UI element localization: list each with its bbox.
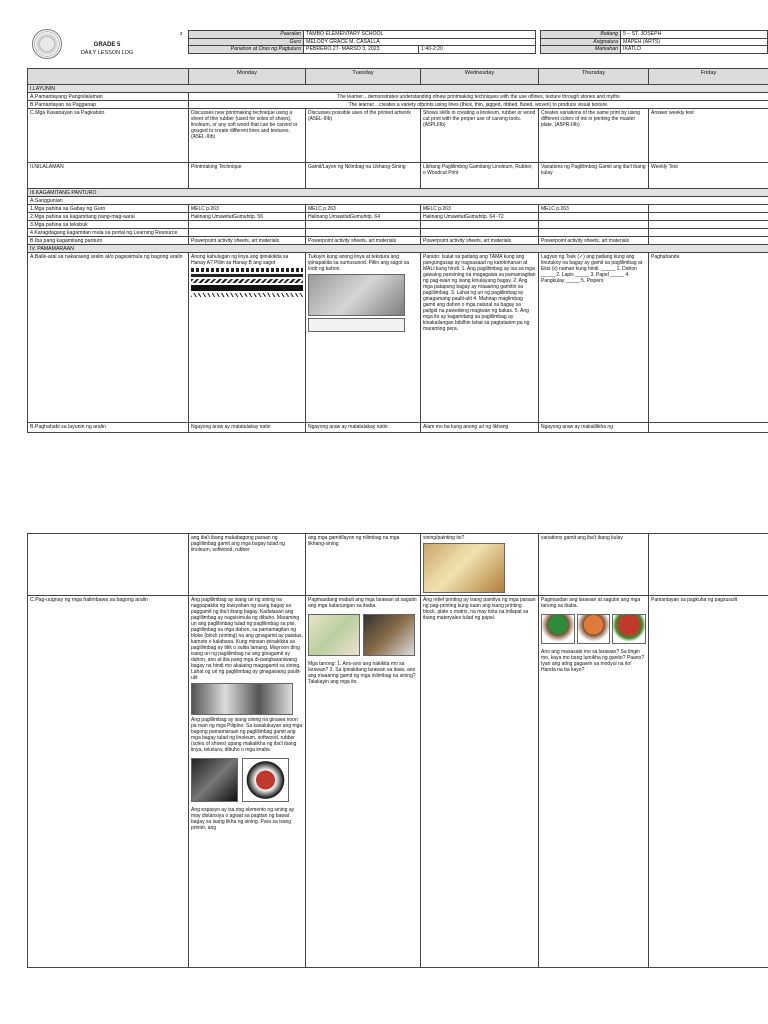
woodcut-picture <box>242 758 289 802</box>
tree-print-picture <box>541 614 575 644</box>
section-pamamaraan: IV. PAMAMARAAN <box>28 245 768 253</box>
header-school-table: Paaralan TAMBO ELEMENTARY SCHOOL Guro MELODY GRACE M. CASALLA Panahon at Oras ng Pagtuturo PEBRERO 27- MARSO 3, 2023 1:40-2:20 <box>188 30 536 54</box>
section-layunin: I.LAYUNIN <box>28 85 768 93</box>
content-thu: Variations ng Paglilimbog Gamit ang iba't ibang kulay <box>539 163 649 189</box>
competency-wed: Shows skills in creating a linoleum, rubber or wood cut print with the proper use of carving tools. (A5PLIIIb) <box>421 109 539 163</box>
grade-section: 5 – ST. JOSEPH <box>621 31 768 39</box>
floral-print-picture <box>308 614 360 656</box>
tree-print-picture-3 <box>612 614 646 644</box>
cont-wed: sining/painting ito? <box>421 534 539 596</box>
teacher-name: MELODY GRACE M. CASALLA <box>304 38 536 46</box>
tree-print-picture-2 <box>577 614 611 644</box>
day-tuesday: Tuesday <box>306 69 421 85</box>
cont-thu: variations gamit ang iba't ibang kulay <box>539 534 649 596</box>
day-monday: Monday <box>189 69 306 85</box>
answer-lines <box>308 318 405 332</box>
school-name: TAMBO ELEMENTARY SCHOOL <box>304 31 536 39</box>
section-kagamitan: III.KAGAMITANG PANTURO <box>28 189 768 197</box>
log-title: DAILY LESSON LOG <box>80 50 134 56</box>
linocut-picture <box>191 758 238 802</box>
competency-tue: Discusses possible uses of the printed artwork (A5EL-IIIb) <box>306 109 421 163</box>
competency-mon: Discusses new printmaking technique using a sheet of thin rubber (used for soles of shoes), linoleum, or any soft wood that can be carved or gouged to create different lines and textures. (A5EL-IIIb) <box>189 109 306 163</box>
competency-fri: Answer weekly test <box>649 109 768 163</box>
connect-mon: Ang paglilimbag ay isang uri ng sining na nagpapakita ng kaisyahan ng isang bagay sa paggamit ng iba't ibang bagay. Kadalasan ang paglilimbag ay nagsisimula ng dibuho. Maraming uri ang paglilimbag tulad ng paglilimbag sa pisi, paglilimbag sa mga dahon, sa pamamagitan ng bloke (block printing) na ang ginagamit ay patatas, kamote o kalabasa. Kung minsan ipinakikita sa paglilimbag ay titik o salita lamang. Mayroon ding isang uri ng paglilimbag na ang ginagamit ay dahon, ano at iba pang mga di-pangkaraniwang bagay na hindi mo akalaing magagamit sa sining. Lahat ng uri ng paglilimbag ay ginagawang paulit-ulit Ang paglilimbag ay isang sining na ginawa noon pa man ng mga Pilipino. Sa kasalukuyan ang mga bagong pamamaraan ng paglilimbag gamit ang mga bagay tulad ng linoleum, softwood, rubber (soles of shoes) upang makalikha ng iba't ibang linya, tekstura, dibuho o mga imahe. Ang espasyo ay isa ring elemento ng sining ay may distansiya o agwat sa pagitan ng bawat bagay sa isang likha ng sining. Para sa isang printer, ang <box>189 596 306 968</box>
date-range: PEBRERO 27- MARSO 3, 2023 <box>304 46 419 54</box>
lesson-table-page2: ang iba't ibang makabagong paraan ng paglilimbag gamit ang mga bagay tulad ng linoleum, softwood, rubber ang mga gamit/layon ng nilimbag na mga likhang-sining sining/painting ito? variations gamit ang iba't ibang kulay C.Pag-uugnay ng mga halimbawa sa bagong aralin Ang paglilimbag ay isang uri ng sining na nagpapakita ng kaisyahan ng isang bagay sa paggamit ng iba't ibang bagay. Kadalasan ang paglilimbag ay nagsisimula ng dibuho. Maraming uri ang paglilimbag tulad ng paglilimbag sa pisi, paglilimbag sa mga dahon, sa pamamagitan ng bloke (block printing) na ang ginagamit ay patatas, kamote o kalabasa. Kung minsan ipinakikita sa paglilimbag ay titik o salita lamang. Mayroon ding isang uri ng paglilimbag na ang ginagamit ay dahon, ano at iba pang mga di-pangkaraniwang bagay na hindi mo akalaing magagamit sa sining. Lahat ng uri ng paglilimbag ay ginagawang paulit-ulit Ang paglilimbag ay isang sining na ginawa noon pa man ng mga Pilipino. Sa kasalukuyan ang mga bagong pamamaraan ng paglilimbag gamit ang mga bagay tulad ng linoleum, softwood, rubber (soles of shoes) upang makalikha ng iba't ibang linya, tekstura, dibuho o mga imahe. Ang espasyo ay isa ring elemento ng sining ay may distansiya o agwat sa pagitan ng bawat bagay sa isang likha ng sining. Para sa isang printer, ang Pagmasdang mabuti ang mga larawan at sagutin ang mga katanungan sa ibaba. Mga tanong: 1. Ano-ano ang nakikita mo sa larawan? 2. Sa ipinakitang larawan sa itaas, ano ang maaaring gamit ng mga inilimbag na sining? Talakayin ang mga ito. Ang relief printing ay isang pamilya ng mga paraan ng pag-printing kung saan ang isang printing block, plate o matrix, na may tinta na inilapat sa ibang materyales tulad ng papel. Pagmasdan ang larawan at sagutin ang mga tanong sa ibaba. Ano ang masasabi mo sa larawan? Sa tingin mo, kaya mo bang lumikha ng ganito? Paano? Iyan ang ating gagawin sa modyul na ito! Handa na ba kayo? Pamantayan sa pagkuha ng pagsusulit <box>27 533 768 968</box>
review-fri: Paghahanda <box>649 253 768 423</box>
review-tue: Tukuyin kung anong linya at tekstura ang ipinapakita sa sumusunod. Piliin ang sagot sa loob ng kahon. <box>306 253 421 423</box>
day-friday: Friday <box>649 69 768 85</box>
competency-thu: Creates variations of the same print by using different colors of ink in printing the master plate. (A5PR-IIIb) <box>539 109 649 163</box>
quarter: IKATLO <box>621 46 768 54</box>
school-seal-icon <box>32 29 62 59</box>
connect-thu: Pagmasdan ang larawan at sagutin ang mga tanong sa ibaba. Ano ang masasabi mo sa larawan? Sa tingin mo, kaya mo bang lumikha ng ganito? Paano? Iyan ang ating gagawin sa modyul na ito! Handa na ba kayo? <box>539 596 649 968</box>
line-sample-icon <box>191 268 303 272</box>
header-class-table: Baitang 5 – ST. JOSEPH Asignatura MAPEH (ARTS) Markahan IKATLO <box>540 30 768 54</box>
painting-picture <box>423 543 505 593</box>
content-wed: Likhang Paglilimbog Gamitang Linoleum, Rubber, o Woodcut Print <box>421 163 539 189</box>
content-mon: Printmaking Technique <box>189 163 306 189</box>
day-wednesday: Wednesday <box>421 69 539 85</box>
performance-standard: The learner…creates a variety ofprints using lines (thick, thin, jagged, ribbed, fluted, woven) to produce visual texture. <box>189 101 768 109</box>
cont-mon: ang iba't ibang makabagong paraan ng paglilimbag gamit ang mga bagay tulad ng linoleum, softwood, rubber <box>189 534 306 596</box>
printing-activity-picture <box>363 614 415 656</box>
review-thu: Lagyan ng Tsek (✓) ang patlang kung ang tinutukoy na bagay ay gamit sa paglilimbag at Ekis (x) naman kung hindi. _____ 1. Dahon _____ 2. Lapis _____ 3. Papel _____ 4. Pangkulay _____ 5. Pispero <box>539 253 649 423</box>
header-mark: z <box>180 31 183 37</box>
subject: MAPEH (ARTS) <box>621 38 768 46</box>
connect-tue: Pagmasdang mabuti ang mga larawan at sagutin ang mga katanungan sa ibaba. Mga tanong: 1. Ano-ano ang nakikita mo sa larawan? 2. Sa ipinakitang larawan sa itaas, ano ang maaaring gamit ng mga inilimbag na sining? Talakayin ang mga ito. <box>306 596 421 968</box>
content-tue: Gamit/Layon ng Nilimbag na Likhang-Sining <box>306 163 421 189</box>
content-standard: The learner…demonstrates understanding ofnew printmaking techniques with the use oflines, texture through stories and myths <box>189 93 768 101</box>
time-range: 1:40-2:20 <box>419 46 536 54</box>
lesson-table-page1: Monday Tuesday Wednesday Thursday Friday I.LAYUNIN A.Pamantayang Pangnilalaman The learner…demonstrates understanding ofnew printmaking techniques with the use oflines, texture through stories and myths B.Pamantayan sa Pagganap The learner…creates a variety ofprints using lines (thick, thin, jagged, ribbed, fluted, woven) to produce visual texture. C.Mga Kasanayan sa Pagkatuto Discusses new printmaking technique using a sheet of thin rubber (used for soles of shoes), linoleum, or any soft wood that can be carved or gouged to create different lines and textures. (A5EL-IIIb) Discusses possible uses of the printed artwork (A5EL-IIIb) Shows skills in creating a linoleum, rubber or wood cut print with the proper use of carving tools. (A5PLIIIb) Creates variations of the same print by using different colors of ink in printing the master plate. (A5PR-IIIb) Answer weekly test II.NILALAMAN Printmaking Technique Gamit/Layon ng Nilimbag na Likhang-Sining Likhang Paglilimbog Gamitang Linoleum, Rubber, o Woodcut Print Variations ng Paglilimbog Gamit ang iba't ibang kulay Weekly Test III.KAGAMITANG PANTURO A.Sanggunian 1.Mga pahina sa Gabay ng Guro MELC p.263 MELC p.263 MELC p.263 MELC p.263 2.Mga pahina sa kagamitang pang-mag-aaral Halinang UmawitatGumuhitp. 56 Halinang UmawitatGumuhitp. 64 Halinang UmawitatGumuhitp. 64 -72 3.Mga pahina sa teksbuk 4.Karagdagang kagamitan mula sa portal ng Learning Resource B.Iba pang kagamitang panturo Powerpoint activity sheets, art materials Powerpoint activity sheets, art materials Powerpoint activity sheets, art materials Powerpoint activity sheets, art materials IV. PAMAMARAAN A.Balik-aral sa nakaraang aralin at/o pagsisimula ng bagong aralin Anong kahulugan ng linya ang ipinakikita sa Hanay A? Piliin sa Hanay B ang sagot Tukuyin kung anong linya at tekstura ang ipinapakita sa sumusunod. Piliin ang sagot sa loob ng kahon. Panuto: Isulat sa patlang ang TAMA kung ang pangungusap ay nagsasaad ng katotohanan at MALI kung hindi. 1. Ang paglilimbag ay isa sa mga gawaing pansining na magagawa sa pamamagitan ng pag-iwan ng isang kinulayang bagay. 2. Ang mga patapong bagay ay maaaring gamitin sa paglilimbag. 3. Lahat ng uri ng paglilimbag ay ginagamang paulit-ulit 4. Mahirap maglimbag gamit ang dahon o mga natural na bagay sa paligid na puwedeng magiwan ng bakas. 5. Ang mga ito ay kagamitang sa paglilimbag ay kinakailangan bibilhin lahat sa pagtatanim pa ng maraming pera. Lagyan ng Tsek (✓) ang patlang kung ang tinutukoy na bagay ay gamit sa paglilimbag at Ekis (x) naman kung hindi. _____ 1. Dahon _____ 2. Lapis _____ 3. Papel _____ 4. Pangkulay _____ 5. Pispero Paghahanda B.Paghahabi sa layunin ng aralin Ngayong araw ay matatalakay natin Ngayong araw ay matatalakay natin Alam mo ba kung anong uri ng likhang Ngayong araw ay makalilikha ng <box>27 68 768 433</box>
review-wed: Panuto: Isulat sa patlang ang TAMA kung ang pangungusap ay nagsasaad ng katotohanan at MALI kung hindi. 1. Ang paglilimbag ay isa sa mga gawaing pansining na magagawa sa pamamagitan ng pag-iwan ng isang kinulayang bagay. 2. Ang mga patapong bagay ay maaaring gamitin sa paglilimbag. 3. Lahat ng uri ng paglilimbag ay ginagamang paulit-ulit 4. Mahirap maglimbag gamit ang dahon o mga natural na bagay sa paligid na puwedeng magiwan ng bakas. 5. Ang mga ito ay kagamitang sa paglilimbag ay kinakailangan bibilhin lahat sa pagtatanim pa ng maraming pera. <box>421 253 539 423</box>
grade-title: GRADE 5 <box>93 42 121 48</box>
connect-fri: Pamantayan sa pagkuha ng pagsusulit <box>649 596 768 968</box>
texture-picture <box>308 274 405 316</box>
cont-tue: ang mga gamit/layon ng nilimbag na mga likhang-sining <box>306 534 421 596</box>
connect-wed: Ang relief printing ay isang pamilya ng mga paraan ng pag-printing kung saan ang isang printing block, plate o matrix, na may tinta na inilapat sa ibang materyales tulad ng papel. <box>421 596 539 968</box>
review-mon: Anong kahulugan ng linya ang ipinakikita sa Hanay A? Piliin sa Hanay B ang sagot <box>189 253 306 423</box>
day-thursday: Thursday <box>539 69 649 85</box>
print-sample-picture <box>191 683 293 715</box>
content-fri: Weekly Test <box>649 163 768 189</box>
